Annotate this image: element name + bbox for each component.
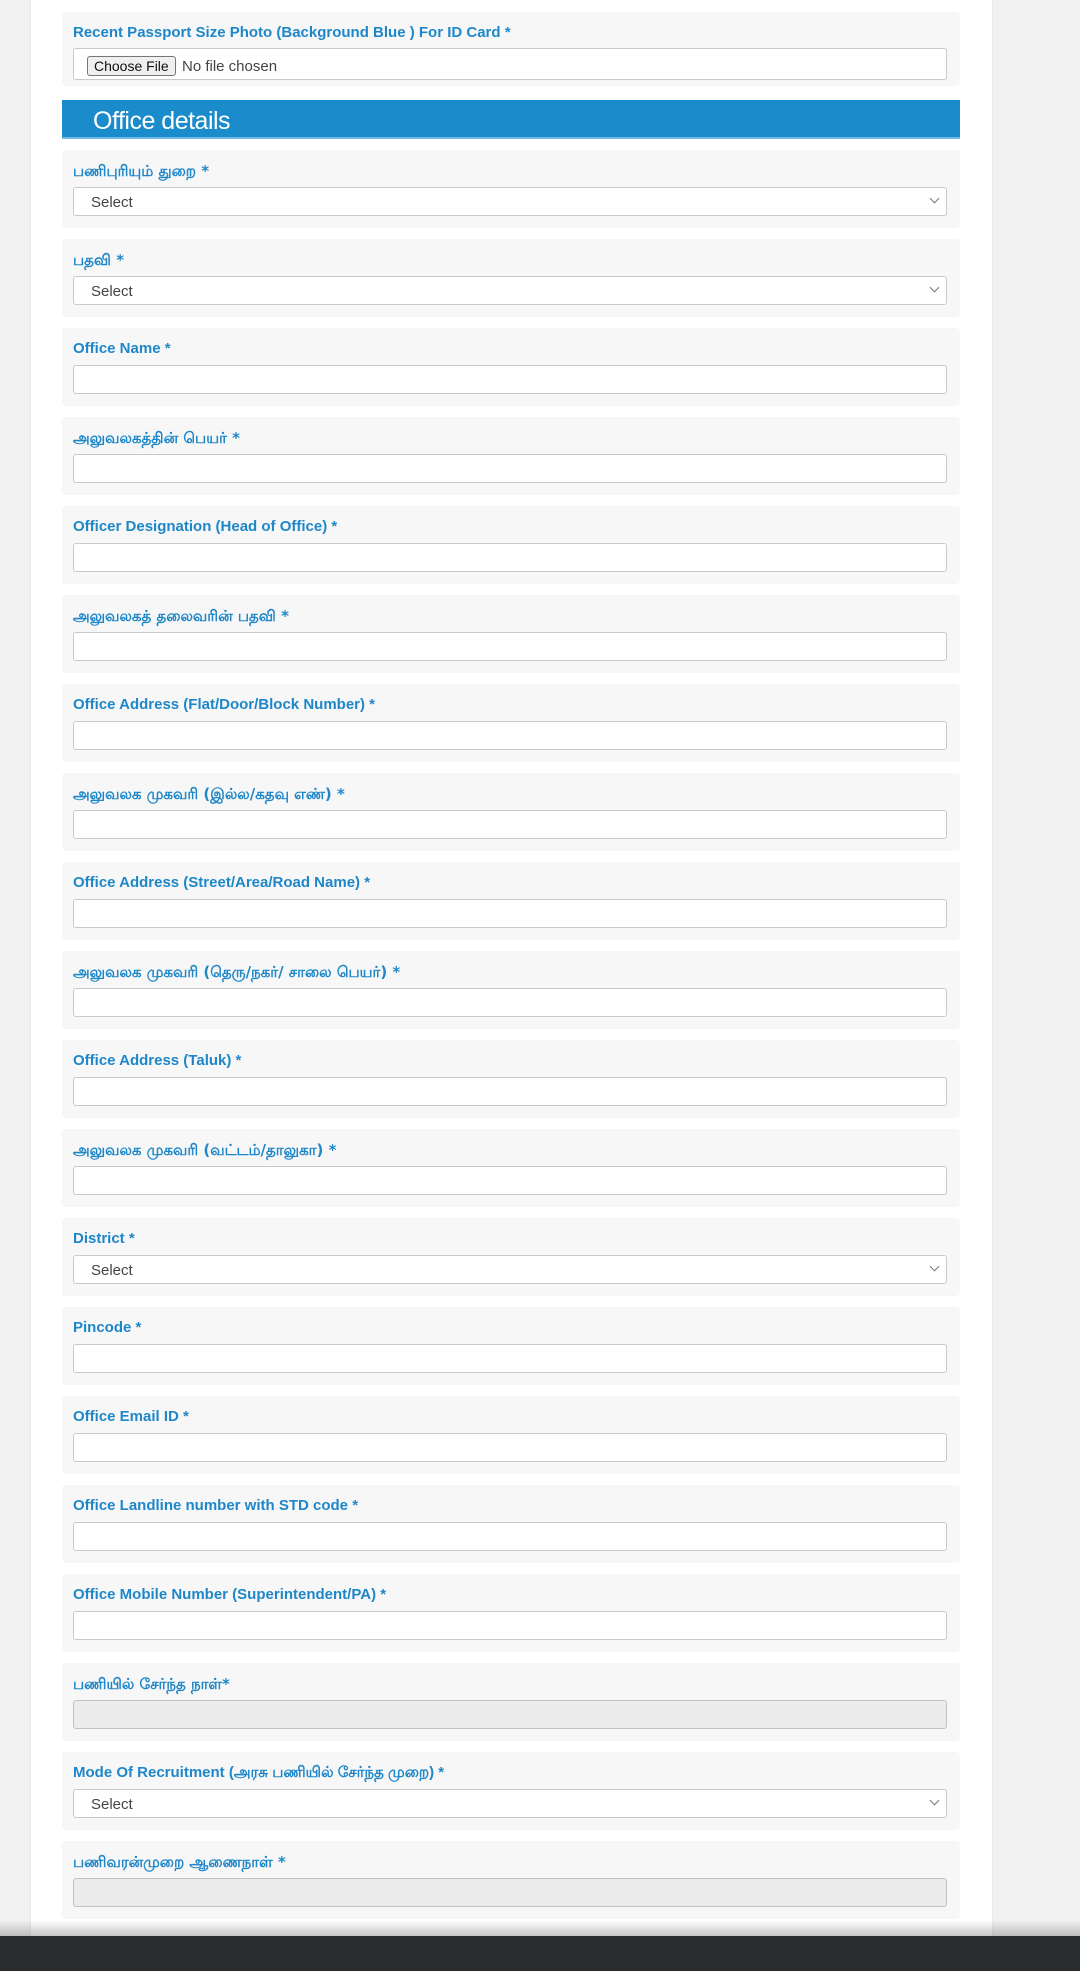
addr-taluk-input[interactable]	[73, 1077, 947, 1106]
landline-field	[62, 1485, 960, 1563]
office-name-field	[62, 328, 960, 406]
designation-select-value: Select	[91, 283, 133, 300]
office-name-ta-field	[62, 417, 960, 495]
mobile-label: Office Mobile Number (Superintendent/PA) *	[73, 1586, 387, 1603]
regularization-date-label: பணிவரன்முறை ஆணைநாள் *	[73, 1853, 286, 1871]
recruitment-select[interactable]	[73, 1789, 947, 1818]
file-status-text: No file chosen	[182, 58, 278, 75]
addr-taluk-field	[62, 1040, 960, 1118]
department-field	[62, 150, 960, 228]
officer-designation-ta-label: அலுவலகத் தலைவரின் பதவி *	[73, 607, 289, 625]
bottom-bar	[0, 1936, 1080, 1971]
photo-upload-label: Recent Passport Size Photo (Background Blue ) For ID Card *	[73, 24, 511, 41]
pincode-field	[62, 1307, 960, 1385]
section-title: Office details	[93, 107, 231, 135]
joining-date-label: பணியில் சேர்ந்த நாள்*	[73, 1675, 230, 1693]
department-select-value: Select	[91, 194, 133, 211]
regularization-date-field	[62, 1841, 960, 1919]
addr-street-ta-input[interactable]	[73, 988, 947, 1017]
office-name-ta-input[interactable]	[73, 454, 947, 483]
office-name-label: Office Name *	[73, 340, 171, 357]
chevron-down-icon	[930, 283, 940, 293]
addr-flat-ta-label: அலுவலக முகவரி (இல்ல/கதவு எண்) *	[73, 785, 345, 803]
office-details-header	[62, 100, 960, 139]
officer-designation-field	[62, 506, 960, 584]
addr-taluk-ta-label: அலுவலக முகவரி (வட்டம்/தாலுகா) *	[73, 1141, 337, 1159]
addr-street-field	[62, 862, 960, 940]
mobile-input[interactable]	[73, 1611, 947, 1640]
addr-taluk-label: Office Address (Taluk) *	[73, 1052, 242, 1069]
office-name-ta-label: அலுவலகத்தின் பெயர் *	[73, 429, 240, 447]
bottom-shadow	[0, 1920, 1080, 1936]
landline-label: Office Landline number with STD code *	[73, 1497, 359, 1514]
addr-flat-ta-field	[62, 773, 960, 851]
district-label: District *	[73, 1230, 135, 1247]
officer-designation-ta-input[interactable]	[73, 632, 947, 661]
addr-street-label: Office Address (Street/Area/Road Name) *	[73, 874, 371, 891]
joining-date-input[interactable]	[73, 1700, 947, 1729]
officer-designation-label: Officer Designation (Head of Office) *	[73, 518, 338, 535]
choose-file-button[interactable]: Choose File	[87, 56, 176, 76]
mobile-field	[62, 1574, 960, 1652]
email-input[interactable]	[73, 1433, 947, 1462]
recruitment-field	[62, 1752, 960, 1830]
addr-taluk-ta-field	[62, 1129, 960, 1207]
chevron-down-icon	[930, 1262, 940, 1272]
district-select-value: Select	[91, 1262, 133, 1279]
recruitment-select-value: Select	[91, 1796, 133, 1813]
addr-flat-ta-input[interactable]	[73, 810, 947, 839]
district-field	[62, 1218, 960, 1296]
landline-input[interactable]	[73, 1522, 947, 1551]
recruitment-label: Mode Of Recruitment (அரசு பணியில் சேர்ந்த முறை) *	[73, 1764, 445, 1781]
pincode-label: Pincode *	[73, 1319, 142, 1336]
photo-upload-field	[62, 12, 960, 86]
addr-flat-field	[62, 684, 960, 762]
office-name-input[interactable]	[73, 365, 947, 394]
addr-flat-label: Office Address (Flat/Door/Block Number) *	[73, 696, 375, 713]
regularization-date-input[interactable]	[73, 1878, 947, 1907]
email-field	[62, 1396, 960, 1474]
addr-street-input[interactable]	[73, 899, 947, 928]
officer-designation-ta-field	[62, 595, 960, 673]
photo-file-input[interactable]	[73, 48, 947, 80]
designation-label: பதவி *	[73, 251, 125, 269]
addr-street-ta-field	[62, 951, 960, 1029]
email-label: Office Email ID *	[73, 1408, 189, 1425]
designation-select[interactable]	[73, 276, 947, 305]
addr-street-ta-label: அலுவலக முகவரி (தெரு/நகர்/ சாலை பெயர்) *	[73, 963, 401, 981]
pincode-input[interactable]	[73, 1344, 947, 1373]
chevron-down-icon	[930, 1796, 940, 1806]
department-label: பணிபுரியும் துறை *	[73, 162, 210, 180]
addr-flat-input[interactable]	[73, 721, 947, 750]
joining-date-field	[62, 1663, 960, 1741]
addr-taluk-ta-input[interactable]	[73, 1166, 947, 1195]
department-select[interactable]	[73, 187, 947, 216]
designation-field	[62, 239, 960, 317]
chevron-down-icon	[930, 194, 940, 204]
district-select[interactable]	[73, 1255, 947, 1284]
officer-designation-input[interactable]	[73, 543, 947, 572]
